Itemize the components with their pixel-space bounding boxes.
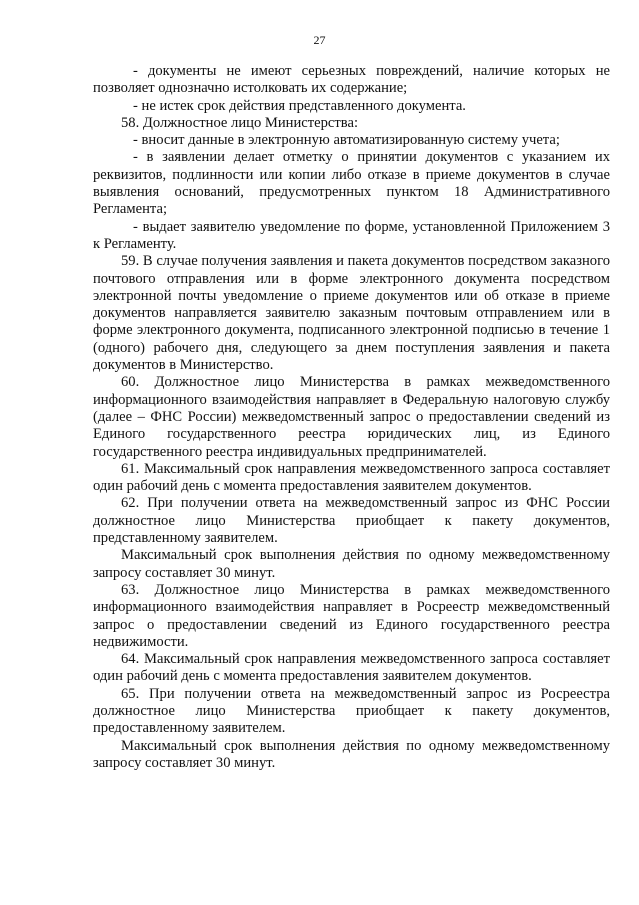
paragraph-document-damage: - документы не имеют серьезных повреждений, наличие которых не позволяет однозначно истолковать их содержание; bbox=[93, 63, 610, 97]
paragraph-65-time-limit: Максимальный срок выполнения действия по одному межведомственному запросу составляет 30 минут. bbox=[93, 737, 610, 771]
paragraph-59: 59. В случае получения заявления и пакета документов посредством заказного почтового отправления или в форме электронного документа посредством электронной почты уведомление о приеме документов или об отказе в приеме документов направляется заявителю заказным почтовым отправлением или в форме электронного документа, подписанного электронной подписью в течение 1 (одного) рабочего дня, следующего за днем поступления заявления и пакета документов в Министерство. bbox=[93, 253, 610, 374]
paragraph-58-heading: 58. Должностное лицо Министерства: bbox=[121, 114, 359, 131]
document-body bbox=[93, 63, 610, 772]
paragraph-61: 61. Максимальный срок направления межведомственного запроса составляет один рабочий день с момента предоставления заявителем документов. bbox=[93, 460, 610, 495]
paragraph-65: 65. При получении ответа на межведомственный запрос из Росреестра должностное лицо Министерства приобщает к пакету документов, предоставленному заявителем. bbox=[93, 685, 610, 737]
paragraph-58-item-1: - вносит данные в электронную автоматизированную систему учета; bbox=[133, 132, 560, 149]
paragraph-64: 64. Максимальный срок направления межведомственного запроса составляет один рабочий день с момента предоставления заявителем документов. bbox=[93, 651, 610, 685]
paragraph-58-item-2: - в заявлении делает отметку о принятии документов с указанием их реквизитов, подлинности или копии либо отказе в приеме документов в случае выявления оснований, предусмотренных пунктом 18 Административного Регламента; bbox=[93, 149, 610, 218]
page-number: 27 bbox=[313, 33, 326, 47]
paragraph-62: 62. При получении ответа на межведомственный запрос из ФНС России должностное лицо Министерства приобщает к пакету документов, представленному заявителем. bbox=[93, 495, 610, 547]
paragraph-60: 60. Должностное лицо Министерства в рамках межведомственного информационного взаимодействия направляет в Федеральную налоговую службу (далее – ФНС России) межведомственный запрос о предоставлении сведений из Единого государственного реестра юридических лиц, из Единого государственного реестра индивидуальных предпринимателей. bbox=[93, 374, 610, 460]
paragraph-63: 63. Должностное лицо Министерства в рамках межведомственного информационного взаимодействия направляет в Росреестр межведомственный запрос о предоставлении сведений из Единого государственного реестра недвижимости. bbox=[93, 581, 610, 650]
paragraph-document-validity: - не истек срок действия представленного документа. bbox=[133, 97, 466, 114]
paragraph-62-time-limit: Максимальный срок выполнения действия по одному межведомственному запросу составляет 30 минут. bbox=[93, 547, 610, 581]
paragraph-58-item-3: - выдает заявителю уведомление по форме, установленной Приложением 3 к Регламенту. bbox=[93, 218, 610, 252]
